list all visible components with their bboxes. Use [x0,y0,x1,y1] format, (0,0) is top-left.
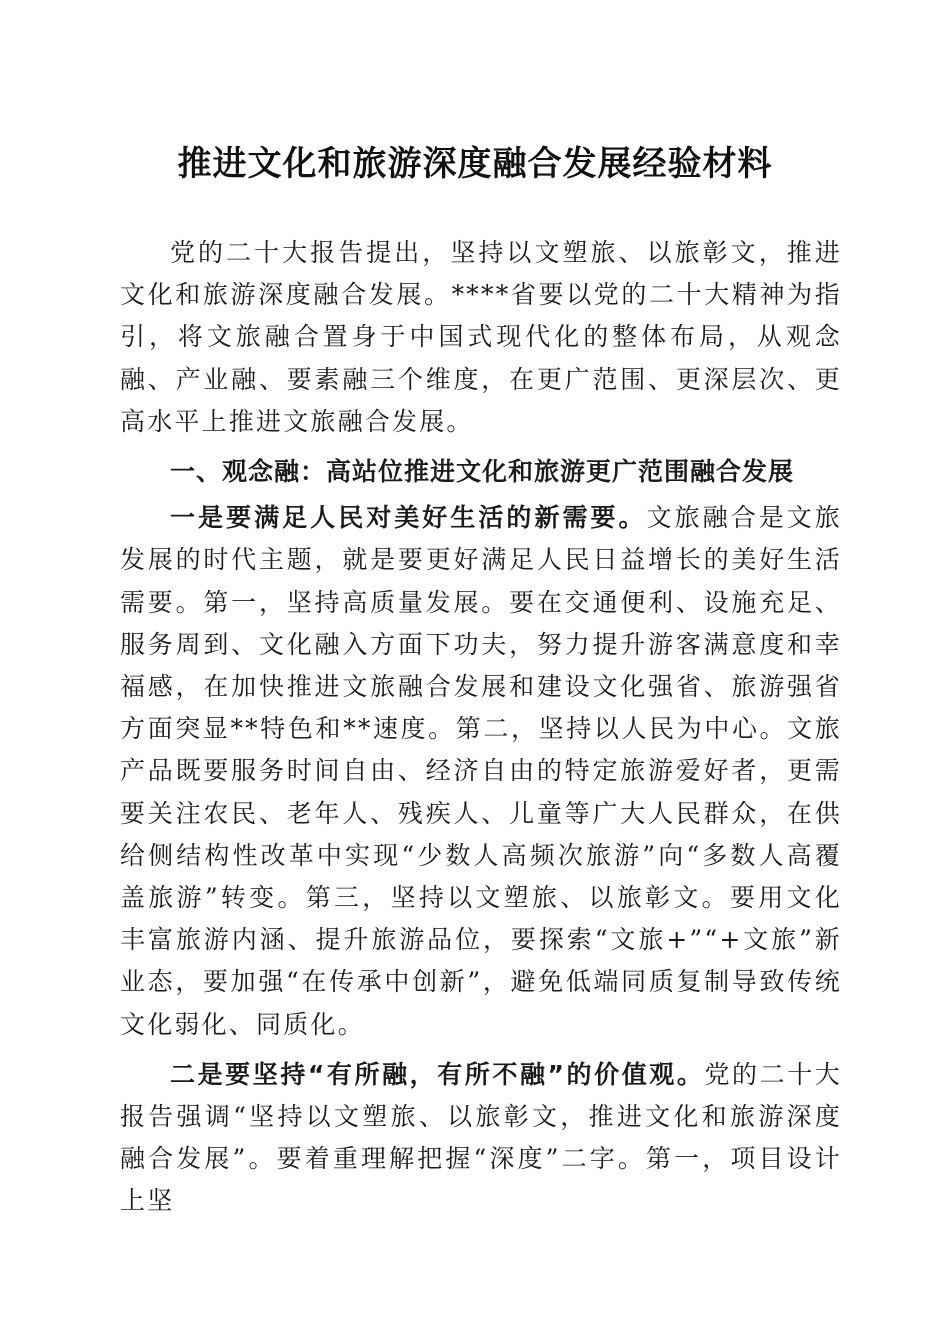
point-lead: 二是要坚持“有所融，有所不融”的价值观。 [170,1059,705,1089]
point-paragraph [120,1054,842,1223]
point-paragraph [120,497,842,1046]
point-text: 党的二十大报告强调“坚持以文塑旅、以旅彰文，推进文化和旅游深度融合发展”。要着重理解把握“深度”二字。第一，项目设计上坚 [120,1059,842,1216]
document-body [120,232,842,1223]
document-title: 推进文化和旅游深度融合发展经验材料 [177,144,773,184]
point-lead: 一是要满足人民对美好生活的新需要。 [170,503,647,533]
point-text: 文旅融合是文旅发展的时代主题，就是要更好满足人民日益增长的美好生活需要。第一，坚持高质量发展。要在交通便利、设施充足、服务周到、文化融入方面下功夫，努力提升游客满意度和幸福感，在加快推进文旅融合发展和建设文化强省、旅游强省方面突显**特色和**速度。第二，坚持以人民为中心。文旅产品既要服务时间自由、经济自由的特定旅游爱好者，更需要关注农民、老年人、残疾人、儿童等广大人民群众，在供给侧结构性改革中实现“少数人高频次旅游”向“多数人高覆盖旅游”转变。第三，坚持以文塑旅、以旅彰文。要用文化丰富旅游内涵、提升旅游品位，要探索“文旅+”“+文旅”新业态，要加强“在传承中创新”，避免低端同质复制导致传统文化弱化、同质化。 [120,503,842,1039]
intro-paragraph: 党的二十大报告提出，坚持以文塑旅、以旅彰文，推进文化和旅游深度融合发展。****省要以党的二十大精神为指引，将文旅融合置身于中国式现代化的整体布局，从观念融、产业融、要素融三个维度，在更广范围、更深层次、更高水平上推进文旅融合发展。 [120,238,842,436]
section-heading: 一、观念融：高站位推进文化和旅游更广范围融合发展 [170,457,795,487]
